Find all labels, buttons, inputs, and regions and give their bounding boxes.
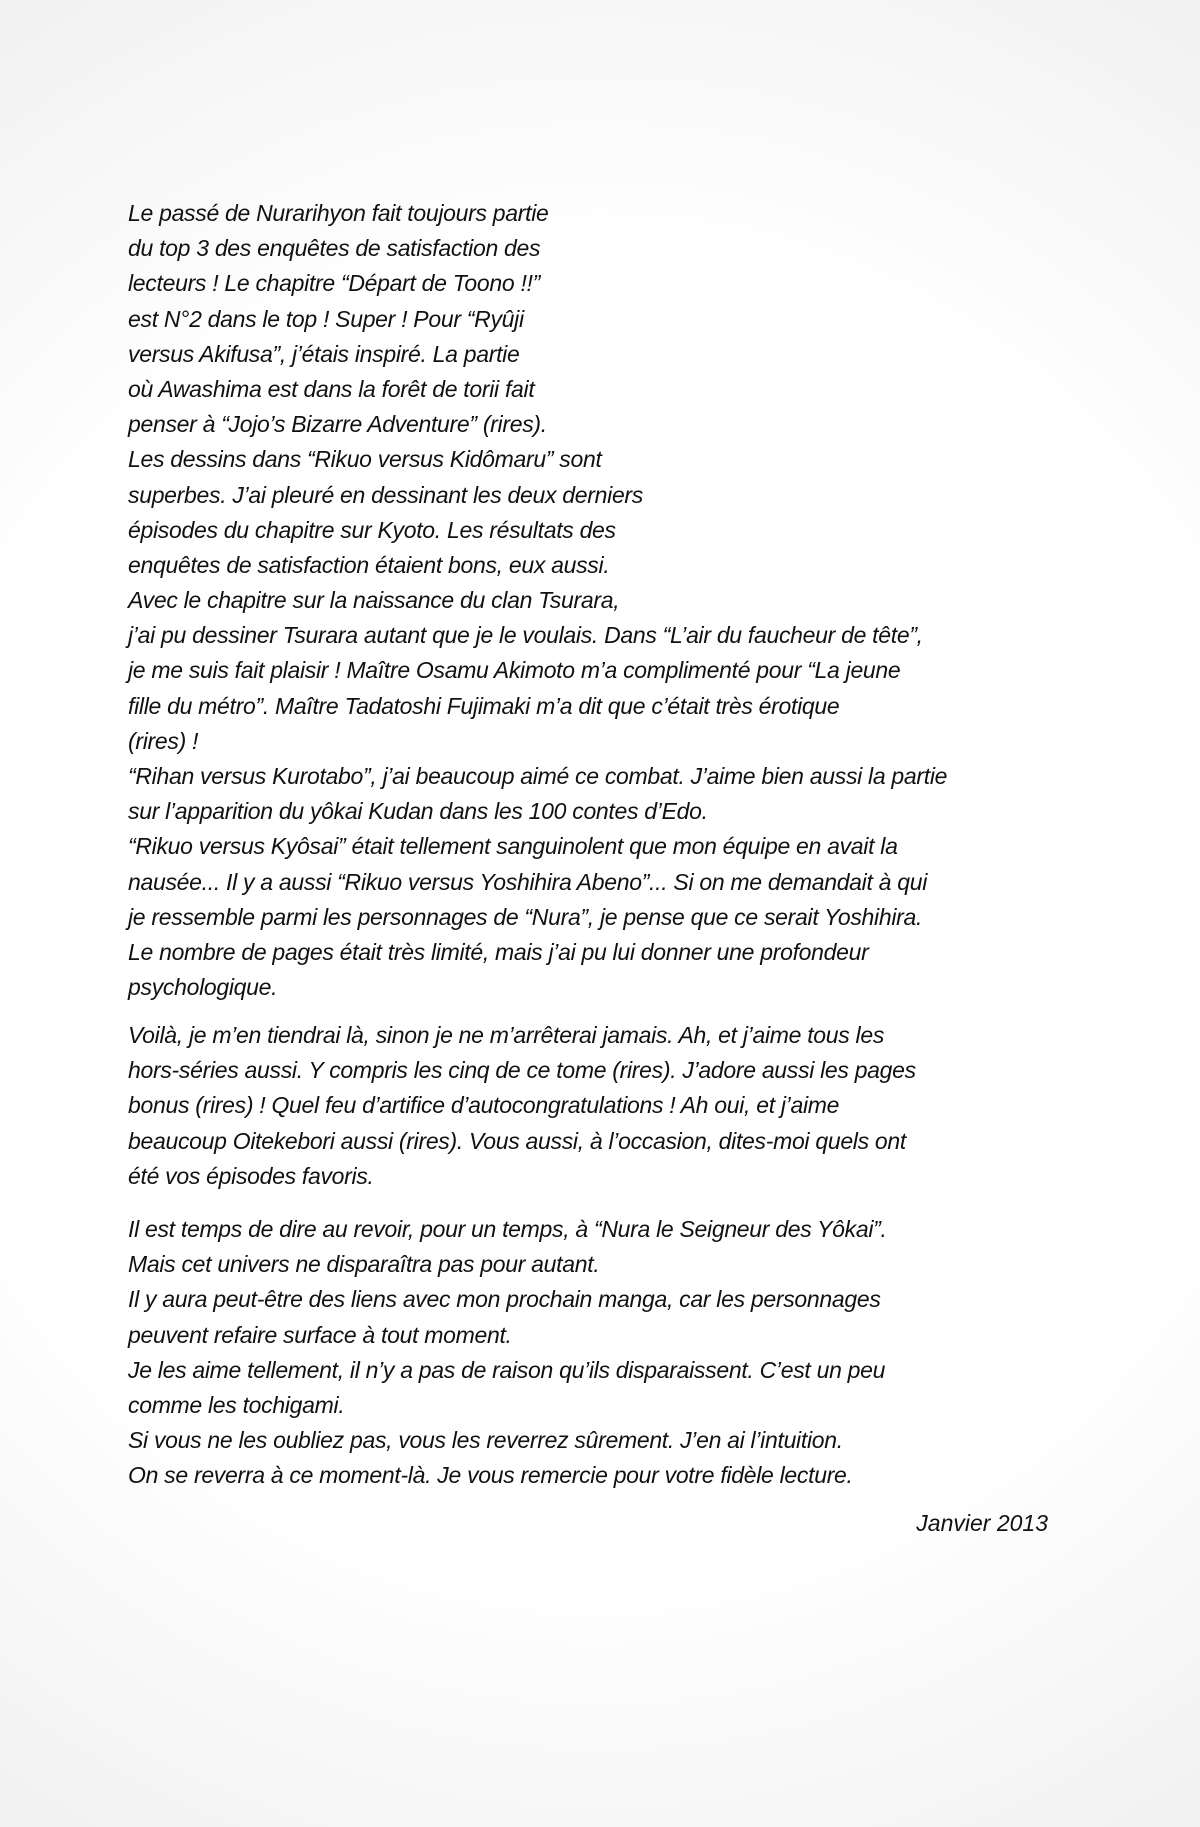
paragraph-favorite-chapters bbox=[128, 196, 1128, 1005]
text-line: hors-séries aussi. Y compris les cinq de ce tome (rires). J’adore aussi les pages bbox=[128, 1057, 916, 1084]
paragraph-farewell bbox=[128, 1212, 1128, 1494]
text-line: j’ai pu dessiner Tsurara autant que je le voulais. Dans “L’air du faucheur de tête”, bbox=[128, 622, 923, 649]
text-line: beaucoup Oitekebori aussi (rires). Vous aussi, à l’occasion, dites-moi quels ont bbox=[128, 1127, 906, 1154]
text-line: (rires) ! bbox=[128, 727, 199, 754]
text-line: peuvent refaire surface à tout moment. bbox=[128, 1321, 512, 1348]
text-line: bonus (rires) ! Quel feu d’artifice d’autocongratulations ! Ah oui, et j’aime bbox=[128, 1092, 840, 1119]
text-line: est N°2 dans le top ! Super ! Pour “Ryûji bbox=[128, 305, 524, 332]
text-line: Le passé de Nurarihyon fait toujours partie bbox=[128, 200, 549, 226]
text-line: Il est temps de dire au revoir, pour un temps, à “Nura le Seigneur des Yôkai”. bbox=[128, 1216, 887, 1242]
text-line: épisodes du chapitre sur Kyoto. Les résultats des bbox=[128, 516, 616, 543]
text-line: superbes. J’ai pleuré en dessinant les deux derniers bbox=[128, 481, 643, 508]
text-line: Je les aime tellement, il n’y a pas de raison qu’ils disparaissent. C’est un peu bbox=[128, 1356, 886, 1383]
text-line: psychologique. bbox=[128, 974, 278, 1001]
text-line: Si vous ne les oubliez pas, vous les reverrez sûrement. J’en ai l’intuition. bbox=[128, 1427, 843, 1454]
text-line: “Rihan versus Kurotabo”, j’ai beaucoup aimé ce combat. J’aime bien aussi la partie bbox=[128, 763, 948, 789]
signature-date: Janvier 2013 bbox=[916, 1510, 1048, 1536]
text-line: Le nombre de pages était très limité, mais j’ai pu lui donner une profondeur bbox=[128, 938, 869, 965]
text-line: “Rikuo versus Kyôsai” était tellement sanguinolent que mon équipe en avait la bbox=[128, 833, 898, 860]
text-line: Il y aura peut-être des liens avec mon prochain manga, car les personnages bbox=[128, 1286, 881, 1313]
text-line: Voilà, je m’en tiendrai là, sinon je ne m’arrêterai jamais. Ah, et j’aime tous les bbox=[128, 1022, 885, 1048]
text-line: où Awashima est dans la forêt de torii fait bbox=[128, 375, 535, 402]
text-line: penser à “Jojo’s Bizarre Adventure” (rires). bbox=[128, 411, 547, 438]
text-line: je ressemble parmi les personnages de “Nura”, je pense que ce serait Yoshihira. bbox=[128, 903, 923, 930]
text-line: je me suis fait plaisir ! Maître Osamu Akimoto m’a complimenté pour “La jeune bbox=[128, 657, 901, 684]
text-line: été vos épisodes favoris. bbox=[128, 1162, 374, 1189]
text-line: lecteurs ! Le chapitre “Départ de Toono !!” bbox=[128, 270, 540, 297]
paragraph-extras bbox=[128, 1018, 1128, 1194]
text-line: Avec le chapitre sur la naissance du clan Tsurara, bbox=[128, 587, 620, 614]
text-line: enquêtes de satisfaction étaient bons, eux aussi. bbox=[128, 551, 610, 578]
text-line: sur l’apparition du yôkai Kudan dans les 100 contes d’Edo. bbox=[128, 798, 708, 825]
text-line: du top 3 des enquêtes de satisfaction des bbox=[128, 235, 541, 262]
text-line: Les dessins dans “Rikuo versus Kidômaru” sont bbox=[128, 446, 602, 473]
text-line: Mais cet univers ne disparaîtra pas pour autant. bbox=[128, 1251, 600, 1278]
text-line: fille du métro”. Maître Tadatoshi Fujimaki m’a dit que c’était très érotique bbox=[128, 692, 840, 719]
text-line: nausée... Il y a aussi “Rikuo versus Yoshihira Abeno”... Si on me demandait à qui bbox=[128, 868, 928, 895]
text-line: comme les tochigami. bbox=[128, 1391, 345, 1418]
text-line: On se reverra à ce moment-là. Je vous remercie pour votre fidèle lecture. bbox=[128, 1462, 853, 1489]
text-line: versus Akifusa”, j’étais inspiré. La partie bbox=[128, 340, 520, 367]
